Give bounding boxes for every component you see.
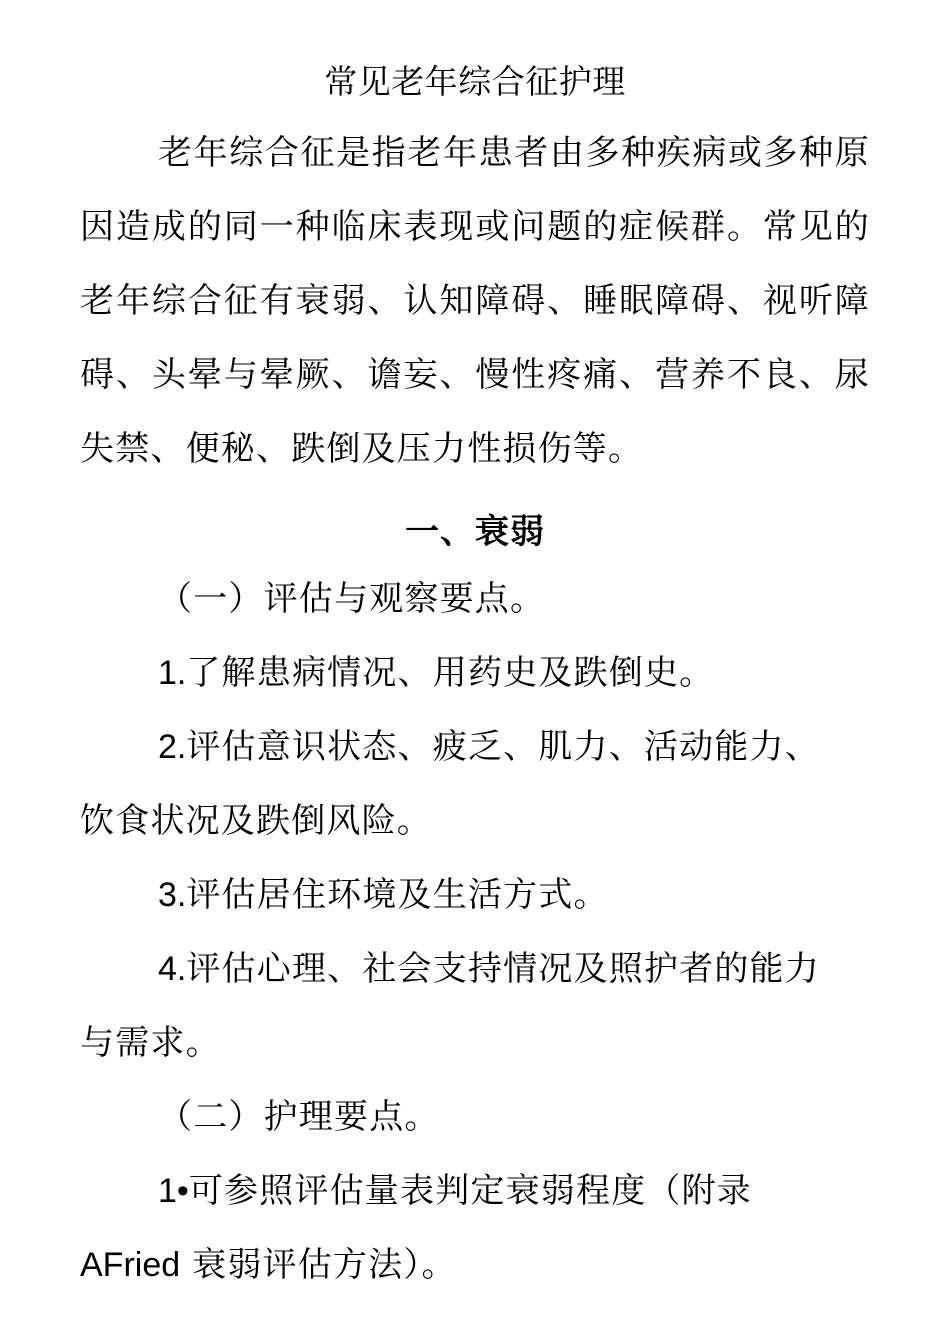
list-item xyxy=(80,947,948,991)
list-item-number: 3. xyxy=(158,876,187,914)
appendix-label: AFried xyxy=(80,1246,181,1284)
list-item-continuation: 饮食状况及跌倒风险。 xyxy=(80,801,432,841)
document-title: 常见老年综合征护理 xyxy=(324,62,626,101)
intro-paragraph: 老年综合征是指老年患者由多种疾病或多种原因造成的同一种临床表现或问题的症候群。常见的老年综合征有衰弱、认知障碍、睡眠障碍、视听障碍、头晕与晕厥、谵妄、慢性疼痛、营养不良、尿失禁、便秘、跌倒及压力性损伤等。 xyxy=(80,133,870,469)
list-item-continuation xyxy=(80,1243,870,1287)
list-item-text: 评估心理、社会支持情况及照护者的能力 xyxy=(186,949,820,989)
list-item xyxy=(80,725,948,769)
list-item-number: 1. xyxy=(158,654,187,692)
list-item-text: 评估意识状态、疲乏、肌力、活动能力、 xyxy=(186,727,820,767)
subsection-heading-care: （二）护理要点。 xyxy=(158,1097,440,1137)
list-item-text: 衰弱评估方法）。 xyxy=(180,1245,457,1285)
list-item-number: 1• xyxy=(158,1172,189,1210)
list-item-text: 可参照评估量表判定衰弱程度（附录 xyxy=(188,1171,753,1211)
list-item xyxy=(80,873,948,917)
section-heading-frailty: 一、衰弱 xyxy=(405,512,545,552)
subsection-heading-assessment: （一）评估与观察要点。 xyxy=(158,579,546,619)
list-item-continuation: 与需求。 xyxy=(80,1023,221,1063)
list-item-number: 4. xyxy=(158,950,187,988)
list-item-text: 评估居住环境及生活方式。 xyxy=(186,875,609,915)
list-item-number: 2. xyxy=(158,728,187,766)
list-item xyxy=(80,1169,948,1213)
list-item-text: 了解患病情况、用药史及跌倒史。 xyxy=(186,653,715,693)
list-item xyxy=(80,651,948,695)
